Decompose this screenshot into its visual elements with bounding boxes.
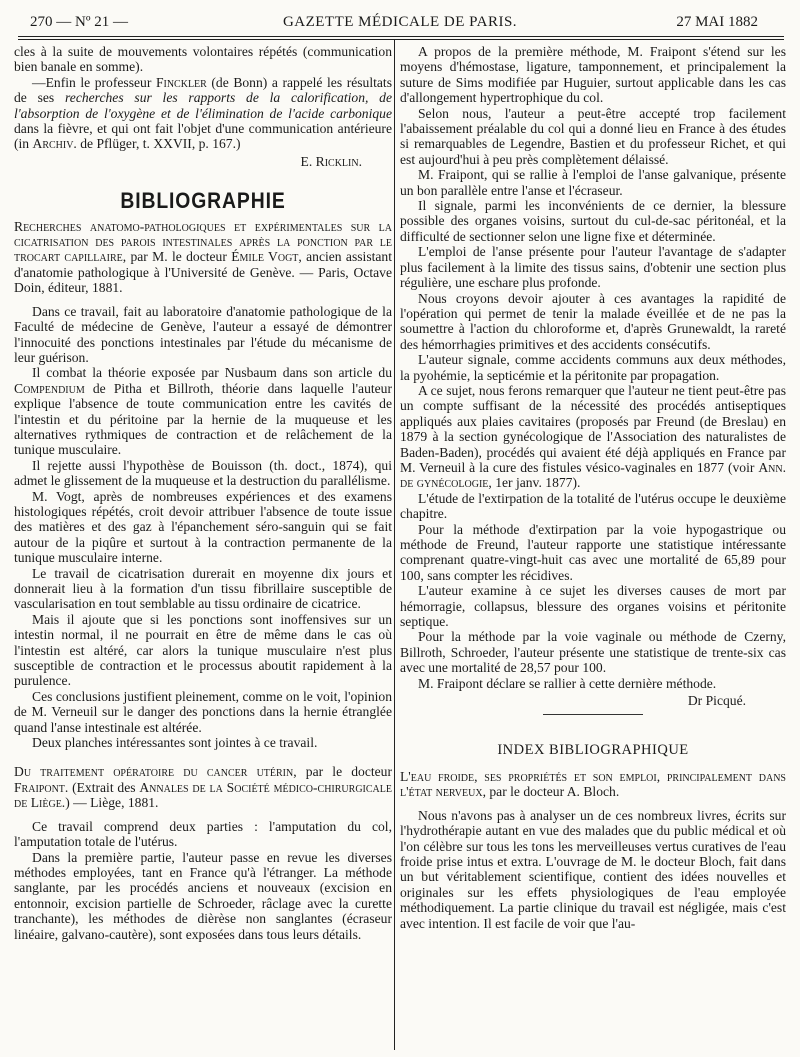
paragraph: Deux planches intéressantes sont jointes à ce travail. [32, 735, 318, 751]
bibliography-entry: Recherches anatomo-pathologiques et expérimentales sur la cicatrisation des parois intestinales après la ponction par le trocart capillaire, par M. le docteur Émile Vogt, ancien assistant d'anatomie pathologique à l'Université de Genève. — Paris, Octave Doin, éditeur, 1881. [14, 218, 392, 296]
journal-title: GAZETTE MÉDICALE DE PARIS. [282, 14, 518, 30]
section-title: BIBLIOGRAPHIE [120, 188, 286, 214]
section-title: INDEX BIBLIOGRAPHIQUE [497, 742, 689, 759]
paragraph: M. Vogt, après de nombreuses expériences et des examens histologiques répétés, croit devoir attribuer l'absence de toute issue des matières et des gaz à l'épanchement séro-sanguin qui se fait autour de la piqûre et surtout à la contraction permanente de la tunique musculaire interne. [14, 488, 392, 566]
paragraph: Dans la première partie, l'auteur passe en revue les diverses méthodes employées, tant en France qu'à l'étranger. La méthode sanglante, par les procédés anciens et nouveaux (excision en entonnoir, excision partielle de Schroeder, râclage avec la curette tranchante), les méthodes de dièrèse non sanglantes (écraseur linéaire, galvano-cautère), sont exposées dans tous leurs détails. [14, 849, 392, 942]
header-rule [18, 36, 784, 40]
page-header [0, 14, 800, 36]
paragraph: Ce travail comprend deux parties : l'amputation du col, l'amputation totale de l'utérus. [14, 818, 392, 850]
paragraph: Nous croyons devoir ajouter à ces avantages la rapidité de l'opération qui permet de tenir la malade éveillée et de ne pas la soumettre à l'action du chloroforme et, d'après Grunewaldt, la rareté des hémorrhagies primitives et des accidents consécutifs. [400, 290, 786, 352]
bibliography-entry: Du traitement opératoire du cancer utérin, par le docteur Fraipont. (Extrait des Annales de la Société médico-chirurgicale de Liège.) — Liège, 1881. [14, 764, 393, 811]
divider [543, 714, 643, 715]
left-column [14, 44, 392, 942]
signature: Dr Picqué. [687, 693, 746, 709]
signature: E. Ricklin. [300, 153, 362, 169]
right-column [400, 44, 786, 931]
paragraph: Le travail de cicatrisation durerait en moyenne dix jours et donnerait lieu à la formation d'un tissu fibrillaire susceptible de vascularisation en tout semblable au tissu ordinaire de cicatrice. [14, 565, 392, 612]
paragraph: Ces conclusions justifient pleinement, comme on le voit, l'opinion de M. Verneuil sur le danger des ponctions dans la hernie étranglée quand l'anse intestinale est altérée. [14, 688, 392, 735]
paragraph: Dans ce travail, fait au laboratoire d'anatomie pathologique de la Faculté de médecine de Genève, l'auteur a essayé de démontrer l'innocuité des ponctions intestinales par l'étude du mécanisme de leur guérison. [14, 303, 392, 365]
paragraph: cles à la suite de mouvements volontaires répétés (communication bien banale en somme). [14, 44, 392, 75]
paragraph: M. Fraipont déclare se rallier à cette dernière méthode. [418, 675, 717, 691]
paragraph: A ce sujet, nous ferons remarquer que l'auteur ne tient peut-être pas un compte suffisant de la nécessité des procédés antiseptiques appliqués aux plaies cavitaires (proposés par Freund (de Breslau) en 1879 à la section gynécologique de l'Association des naturalistes de Baden-Baden), procédés qui avaient été déjà appliqués en France par M. Verneuil à la cure des fistules vésico-vaginales en 1877 (voir Ann. de gynécologie, 1er janv. 1877). [400, 382, 786, 491]
paragraph: Il rejette aussi l'hypothèse de Bouisson (th. doct., 1874), qui admet le glissement de la muqueuse et la destruction du parallélisme. [14, 457, 392, 489]
paragraph: A propos de la première méthode, M. Fraipont s'étend sur les moyens d'hémostase, ligature, tamponnement, et principalement la suture de Sims modifiée par Huguier, surtout applicable dans les cas d'allongement hypertrophique du col. [400, 44, 786, 106]
paragraph: M. Fraipont, qui se rallie à l'emploi de l'anse galvanique, présente un bon parallèle entre l'anse et l'écraseur. [400, 167, 786, 198]
paragraph: L'auteur examine à ce sujet les diverses causes de mort par hémorragie, collapsus, blessure des organes voisins et péritonite septique. [400, 583, 786, 630]
paragraph: Selon nous, l'auteur a peut-être accepté trop facilement l'abaissement préalable du col qui a donné lieu en France à des études si remarquables de Legendre, Bastien et du professeur Richet, et qui est aujourd'hui à peu près complètement délaissé. [400, 105, 786, 167]
bibliography-entry: L'eau froide, ses propriétés et son emploi, principalement dans l'état nerveux, par le docteur A. Bloch. [400, 768, 786, 800]
column-divider [394, 40, 395, 1050]
paragraph: Pour la méthode d'extirpation par la voie hypogastrique ou méthode de Freund, l'auteur rapporte une statistique intéressante comprenant quatre-vingt-huit cas avec une mortalité de 65,89 pour 100, sans compter les récidives. [400, 521, 786, 583]
paragraph: Nous n'avons pas à analyser un de ces nombreux livres, écrits sur l'hydrothérapie autant en vue des malades que du public médical et où l'on célèbre sur tous les tons les merveilleuses vertus curatives de l'eau froide prise intus et extra. L'ouvrage de M. le docteur Bloch, fait dans un but véritablement scientifique, contient des idées nouvelles et originales sur les effets physiologiques de l'eau employée méthodiquement. La partie clinique du travail est négligée, mais c'est avec intention. Il est facile de voir que l'au- [400, 807, 786, 931]
paragraph: L'emploi de l'anse présente pour l'auteur l'avantage de s'adapter plus facilement à la limite des tissus sains, d'obtenir une section plus régulière, une eschare plus profonde. [400, 244, 786, 291]
issue-date: 27 MAI 1882 [676, 14, 758, 30]
page-number: 270 — Nº 21 — [30, 14, 128, 30]
paragraph: —Enfin le professeur Finckler (de Bonn) a rappelé les résultats de ses recherches sur les rapports de la calorification, de l'absorption de l'oxygène et de l'élimination de l'acide carbonique dans la fièvre, et qui ont fait l'objet d'une communication antérieure (in Archiv. de Pflüger, t. XXVII, p. 167.) [14, 74, 393, 152]
paragraph: Pour la méthode par la voie vaginale ou méthode de Czerny, Billroth, Schroeder, l'auteur présente une statistique de trente-six cas avec une mortalité de 28,57 pour 100. [400, 629, 786, 676]
paragraph: Il combat la théorie exposée par Nusbaum dans son article du Compendium de Pitha et Billroth, théorie dans laquelle l'auteur explique l'absence de toute communication entre les cavités de l'intestin et du péritoine par la hernie de la muqueuse et les alternatives rythmiques de contraction et de relâchement de la tunique musculaire. [14, 365, 392, 458]
paragraph: Mais il ajoute que si les ponctions sont inoffensives sur un intestin normal, il ne pourrait en être de même dans le cas où l'intestin est altéré, car alors la tunique musculaire n'est plus susceptible de contraction et le processus aboutit rapidement à la purulence. [14, 611, 392, 689]
paragraph: Il signale, parmi les inconvénients de ce dernier, la blessure possible des organes voisins, surtout du cul-de-sac péritonéal, et la difficulté de sectionner selon une ligne fixe et déterminée. [400, 198, 786, 244]
paragraph: L'auteur signale, comme accidents communs aux deux méthodes, la pyohémie, la septicémie et la péritonite par propagation. [400, 352, 786, 383]
paragraph: L'étude de l'extirpation de la totalité de l'utérus occupe le deuxième chapitre. [400, 490, 786, 522]
